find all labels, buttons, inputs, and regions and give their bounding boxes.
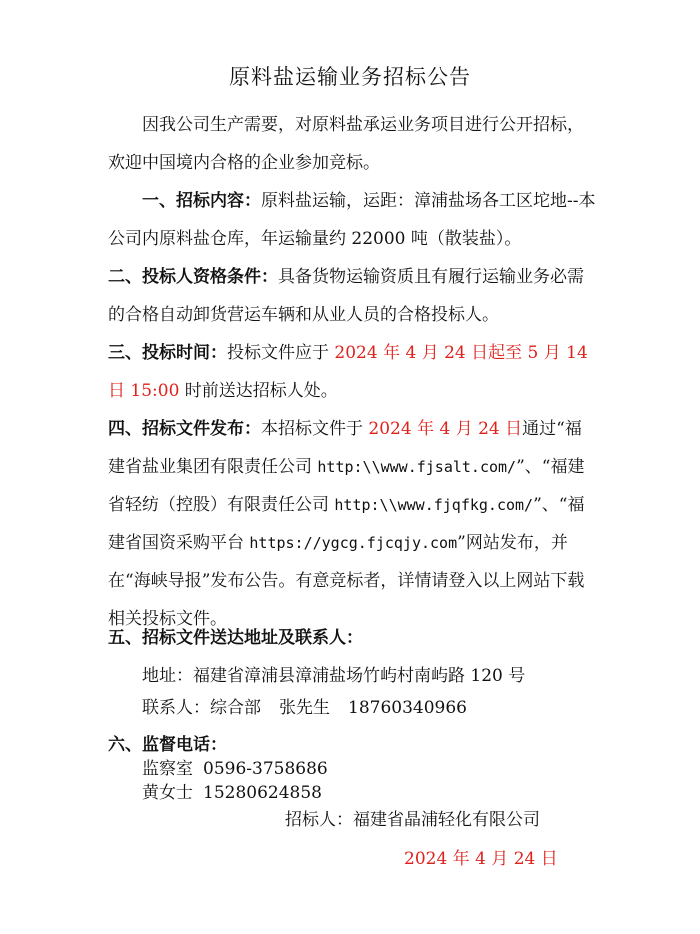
section-3-pre: 投标文件应于 — [227, 343, 335, 363]
phone-row — [142, 781, 322, 805]
section-2-heading: 二、投标人资格条件： — [108, 267, 278, 287]
phone-name: 黄女士 — [142, 783, 193, 803]
phone-row — [142, 757, 328, 781]
section-1-body: 原料盐运输，运距：漳浦盐场各工区坨地--本公司内原料盐仓库，年运输量约 22000 吨（散装盐）。 — [108, 191, 596, 249]
contact-label: 联系人：综合部 — [142, 698, 261, 718]
section-3-deadline: 2024 年 4 月 24 日起至 5 月 14 日 15:00 — [108, 343, 588, 401]
section-4-text-1: 通过“福建省盐业集团有限责任公司 — [108, 419, 582, 477]
section-4-date: 2024 年 4 月 24 日 — [368, 419, 523, 439]
section-4-pre: 本招标文件于 — [261, 419, 369, 439]
issuer-line: 招标人：福建省晶浦轻化有限公司 — [285, 810, 540, 830]
url-fjqfkg[interactable]: http:\\www.fjqfkg.com/ — [334, 496, 534, 514]
address-line: 地址：福建省漳浦县漳浦盐场竹屿村南屿路 120 号 — [142, 666, 526, 686]
phone-number: 15280624858 — [203, 783, 322, 803]
contact-phone: 18760340966 — [348, 698, 467, 718]
notice-date: 2024 年 4 月 24 日 — [404, 849, 558, 869]
section-1 — [108, 182, 598, 258]
section-3 — [108, 334, 598, 410]
url-fjsalt[interactable]: http:\\www.fjsalt.com/ — [317, 458, 517, 476]
phone-number: 0596-3758686 — [203, 759, 328, 779]
section-2 — [108, 258, 598, 334]
page-title: 原料盐运输业务招标公告 — [229, 65, 471, 89]
section-4-text-4: ”网站发布，并在“海峡导报”发布公告。有意竞标者，详情请登入以上网站下载相关投标文件。 — [108, 533, 585, 629]
section-4 — [108, 410, 598, 638]
section-1-heading: 一、招标内容： — [142, 191, 261, 211]
section-6-heading: 六、监督电话： — [108, 735, 227, 755]
phone-name: 监察室 — [142, 759, 193, 779]
section-4-heading: 四、招标文件发布： — [108, 419, 261, 439]
section-3-heading: 三、投标时间： — [108, 343, 227, 363]
section-4-text-2: ”、“福建省轻纺（控股）有限责任公司 — [108, 457, 585, 515]
contact-line — [142, 696, 467, 720]
section-4-text-3: ”、“福建省国资采购平台 — [108, 495, 585, 553]
section-5-heading: 五、招标文件送达地址及联系人： — [108, 628, 363, 648]
section-3-post: 时前送达招标人处。 — [179, 381, 338, 401]
contact-name: 张先生 — [279, 698, 330, 718]
url-ygcg[interactable]: https://ygcg.fjcqjy.com — [249, 534, 458, 552]
section-2-body: 具备货物运输资质且有履行运输业务必需的合格自动卸货营运车辆和从业人员的合格投标人。 — [108, 267, 584, 325]
intro-paragraph: 因我公司生产需要，对原料盐承运业务项目进行公开招标，欢迎中国境内合格的企业参加竞标。 — [108, 115, 584, 173]
